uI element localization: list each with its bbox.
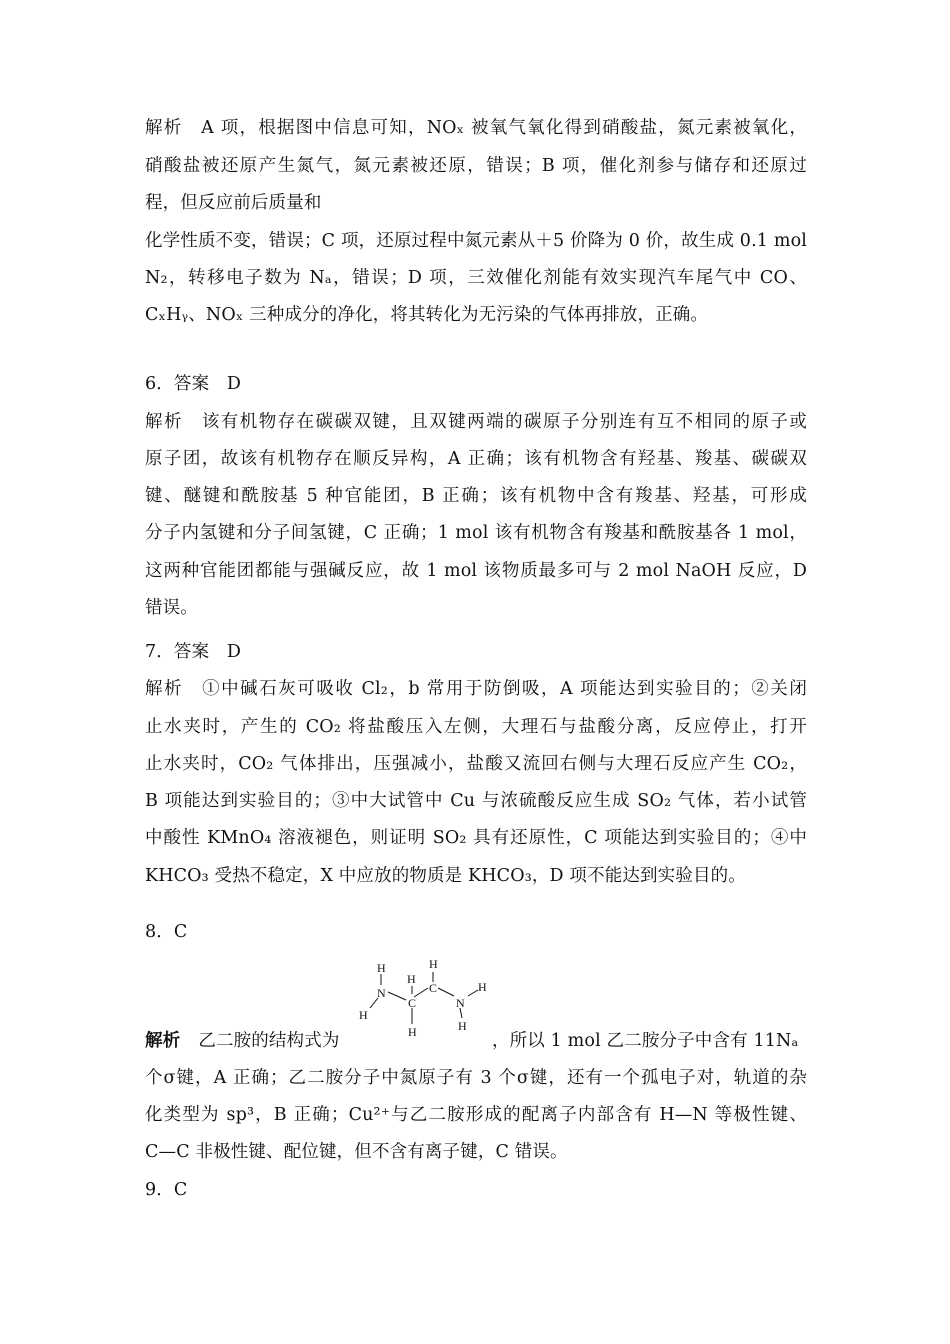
atom-c: C xyxy=(408,996,417,1010)
q8-line-3: C—C 非极性键、配位键，但不含有离子键，C 错误。 xyxy=(145,1142,568,1162)
bond xyxy=(414,988,428,997)
ethylenediamine-structure xyxy=(352,952,492,1044)
q8-line-lead xyxy=(145,1029,340,1053)
atom-h: H xyxy=(408,1025,417,1039)
q6-line-2: 原子团，故该有机物存在顺反异构，A 正确；该有机物含有羟基、羧基、碳碳双 xyxy=(145,449,807,469)
q6-line-1: 解析 该有机物存在碳碳双键，且双键两端的碳原子分别连有互不相同的原子或 xyxy=(145,412,807,432)
q6-line-3: 键、醚键和酰胺基 5 种官能团，B 正确；该有机物中含有羧基、羟基，可形成 xyxy=(145,486,807,506)
atom-h: H xyxy=(458,1019,467,1033)
q7-line-4: B 项能达到实验目的；③中大试管中 Cu 与浓硫酸反应生成 SO₂ 气体，若小试管 xyxy=(145,791,807,811)
q8-lead-text: 乙二胺的结构式为 xyxy=(198,1031,340,1051)
q7-line-1: 解析 ①中碱石灰可吸收 Cl₂，b 常用于防倒吸，A 项能达到实验目的；②关闭 xyxy=(145,679,807,699)
q5-line-3: 程，但反应前后质量和 xyxy=(145,193,322,213)
q7-answer: 7．答案 D xyxy=(145,642,242,662)
q5-line-2: 硝酸盐被还原产生氮气，氮元素被还原，错误；B 项，催化剂参与储存和还原过 xyxy=(145,156,807,176)
atom-h: H xyxy=(407,972,416,986)
q8-label: 解析 xyxy=(145,1031,181,1051)
q7-line-3: 止水夹时，CO₂ 气体排出，压强减小，盐酸又流回右侧与大理石反应产生 CO₂， xyxy=(145,754,807,774)
atom-n: N xyxy=(456,996,465,1010)
q5-line-5: N₂，转移电子数为 Nₐ，错误；D 项，三效催化剂能有效实现汽车尾气中 CO、 xyxy=(145,268,807,288)
q6-line-6: 错误。 xyxy=(145,598,198,618)
atom-n: N xyxy=(377,986,386,1000)
q7-line-5: 中酸性 KMnO₄ 溶液褪色，则证明 SO₂ 具有还原性，C 项能达到实验目的；④中 xyxy=(145,828,807,848)
q6-answer: 6．答案 D xyxy=(145,374,242,394)
atom-c: C xyxy=(429,981,438,995)
atom-h: H xyxy=(429,957,438,971)
q9-answer: 9．C xyxy=(145,1180,188,1200)
atom-h: H xyxy=(377,961,386,975)
q5-line-6: CₓHᵧ、NOₓ 三种成分的净化，将其转化为无污染的气体再排放，正确。 xyxy=(145,305,709,325)
q8-answer: 8．C xyxy=(145,922,188,942)
q7-line-6: KHCO₃ 受热不稳定，X 中应放的物质是 KHCO₃，D 项不能达到实验目的。 xyxy=(145,866,746,886)
bond xyxy=(438,988,454,996)
bond xyxy=(468,990,478,996)
atom-h: H xyxy=(359,1008,368,1022)
q5-line-1: 解析 A 项，根据图中信息可知，NOₓ 被氧气氧化得到硝酸盐，氮元素被氧化， xyxy=(145,118,807,138)
atom-h: H xyxy=(478,980,487,994)
bond xyxy=(388,992,406,1000)
q6-line-4: 分子内氢键和分子间氢键，C 正确；1 mol 该有机物含有羧基和酰胺基各 1 mol， xyxy=(145,523,807,543)
q5-line-4: 化学性质不变，错误；C 项，还原过程中氮元素从＋5 价降为 0 价，故生成 0.1 mol xyxy=(145,231,807,251)
q8-after-text: ，所以 1 mol 乙二胺分子中含有 11Nₐ xyxy=(492,1031,799,1051)
q8-line-2: 化类型为 sp³，B 正确；Cu²⁺与乙二胺形成的配离子内部含有 H—N 等极性键、 xyxy=(145,1105,807,1125)
q6-line-5: 这两种官能团都能与强碱反应，故 1 mol 该物质最多可与 2 mol NaOH 反应，D xyxy=(145,561,807,581)
q8-line-1: 个σ键，A 正确；乙二胺分子中氮原子有 3 个σ键，还有一个孤电子对，轨道的杂 xyxy=(145,1068,807,1088)
q7-line-2: 止水夹时，产生的 CO₂ 将盐酸压入左侧，大理石与盐酸分离，反应停止，打开 xyxy=(145,717,807,737)
